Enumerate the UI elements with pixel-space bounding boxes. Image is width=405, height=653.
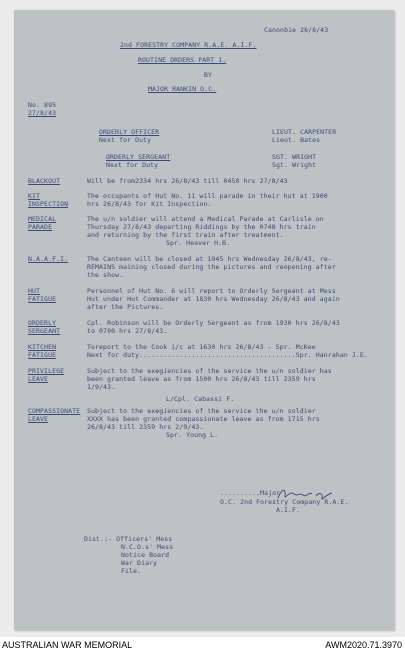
section-label: MEDICAL xyxy=(28,215,57,223)
section-text: to 0700 hrs 27/8/43. xyxy=(87,327,168,335)
orderly-officer-label: ORDERLY OFFICER xyxy=(99,128,160,136)
section-label: COMPASSIONATE xyxy=(28,407,81,415)
section-label: HUT xyxy=(28,287,41,295)
orderly-officer-value: LIEUT. CARPENTER xyxy=(272,128,337,136)
section-text: Hut under Hut Commander at 1830 hrs Wednesday 26/8/43 and again xyxy=(87,295,340,303)
footer-accession: AWM2020.71.3970 xyxy=(325,640,402,650)
orderly-sergeant-label: ORDERLY SERGEANT xyxy=(106,153,171,161)
section-text: the show. xyxy=(87,271,124,279)
section-text: The u/n soldier will attend a Medical Parade at Carlisle on xyxy=(87,215,324,223)
section-text: Personnel of Hut No. 6 will report to Orderly Sergeant at Mess xyxy=(87,287,336,295)
section-text: Next for duty.......................................Spr. Hanrahan J.E. xyxy=(87,351,368,359)
signature-unit: A.I.F. xyxy=(276,506,301,514)
document-page xyxy=(14,10,394,630)
section-text: after the Pictures. xyxy=(87,303,164,311)
officer-line: MAJOR RANKIN O.C. xyxy=(148,85,217,93)
section-text: Spr. Heaver H.B. xyxy=(166,239,231,247)
section-label: PARADE xyxy=(28,223,53,231)
officer-next-value: Lieut. Bates xyxy=(272,136,321,144)
archive-footer xyxy=(0,637,405,653)
footer-source: AUSTRALIAN WAR MEMORIAL xyxy=(2,640,133,650)
section-text: Toreport to the Cook i/c at 1630 hrs 26/8/43 - Spr. McKee xyxy=(87,343,316,351)
section-label: N.A.A.F.I. xyxy=(28,255,69,263)
section-label: FATIGUE xyxy=(28,295,57,303)
distribution-item: Notice Board xyxy=(121,551,170,559)
section-label: KITCHEN xyxy=(28,343,57,351)
section-text: 26/8/43 till 2359 hrs 2/9/43. xyxy=(87,423,204,431)
sergeant-next-label: Next for Duty xyxy=(106,161,159,169)
section-text: and returning by the first train after treatment. xyxy=(87,231,284,239)
section-label: LEAVE xyxy=(28,415,49,423)
section-text: 1/9/43. xyxy=(87,383,116,391)
section-label: PRIVILEGE xyxy=(28,367,65,375)
by-label: BY xyxy=(204,71,213,79)
distribution-item: N.C.O.s' Mess xyxy=(121,543,174,551)
orderly-sergeant-value: SGT. WRIGHT xyxy=(272,153,317,161)
signature-line: ..........Major xyxy=(220,489,281,497)
section-text: The Canteen will be closed at 1945 hrs Wednesday 26/8/43, re- xyxy=(87,255,332,263)
section-text: Spr. Young L. xyxy=(166,431,219,439)
officer-next-label: Next for Duty xyxy=(99,136,152,144)
section-text: Subject to the exegiencies of the service the u/n soldier has xyxy=(87,367,332,375)
section-text: hrs 26/8/43 for Kit Inspection. xyxy=(87,200,212,208)
section-text: Subject to the exegiencies of the service the u/n soldier xyxy=(87,407,316,415)
distribution-item: Dist.:- Officers' Mess xyxy=(84,535,173,543)
section-text: XXXX has been granted compassionate leave as from 1715 hrs xyxy=(87,415,320,423)
unit-heading: 2nd FORESTRY COMPANY R.A.E. A.I.F. xyxy=(120,41,257,49)
sergeant-next-value: Sgt. Wright xyxy=(272,161,317,169)
orders-title: ROUTINE ORDERS PART 1. xyxy=(138,56,227,64)
signature-title: O.C. 2nd Forestry Company R.A.E. xyxy=(220,498,349,506)
section-label: KIT xyxy=(28,192,41,200)
place-date: Canonbie 26/8/43 xyxy=(264,26,329,34)
section-label: LEAVE xyxy=(28,375,49,383)
section-label: BLACKOUT xyxy=(28,177,61,185)
section-text: Thursday 27/8/43 departing Riddings by the 0748 hrs train xyxy=(87,223,316,231)
section-label: SERGEANT xyxy=(28,327,61,335)
section-text: L/Cpl. Cabassi F. xyxy=(166,395,235,403)
section-label: ORDERLY xyxy=(28,319,57,327)
order-number: No. 895 xyxy=(28,101,57,109)
distribution-item: File. xyxy=(121,567,142,575)
section-label: FATIGUE xyxy=(28,351,57,359)
section-text: been granted leave as from 1500 hrs 26/8/43 till 2359 hrs xyxy=(87,375,316,383)
section-text: The occupants of Hut No. 11 will parade in their hut at 1900 xyxy=(87,192,328,200)
section-text: Cpl. Robinson will be Orderly Sergeant as from 1930 hrs 26/8/43 xyxy=(87,319,340,327)
section-text: Will be from2334 hrs 26/8/43 till 0450 hrs 27/8/43 xyxy=(87,177,288,185)
order-date: 27/8/43 xyxy=(28,109,57,117)
section-text: REMAINS maining closed during the pictures and reopening after xyxy=(87,263,336,271)
section-label: INSPECTION xyxy=(28,200,69,208)
distribution-item: War Diary xyxy=(121,559,158,567)
